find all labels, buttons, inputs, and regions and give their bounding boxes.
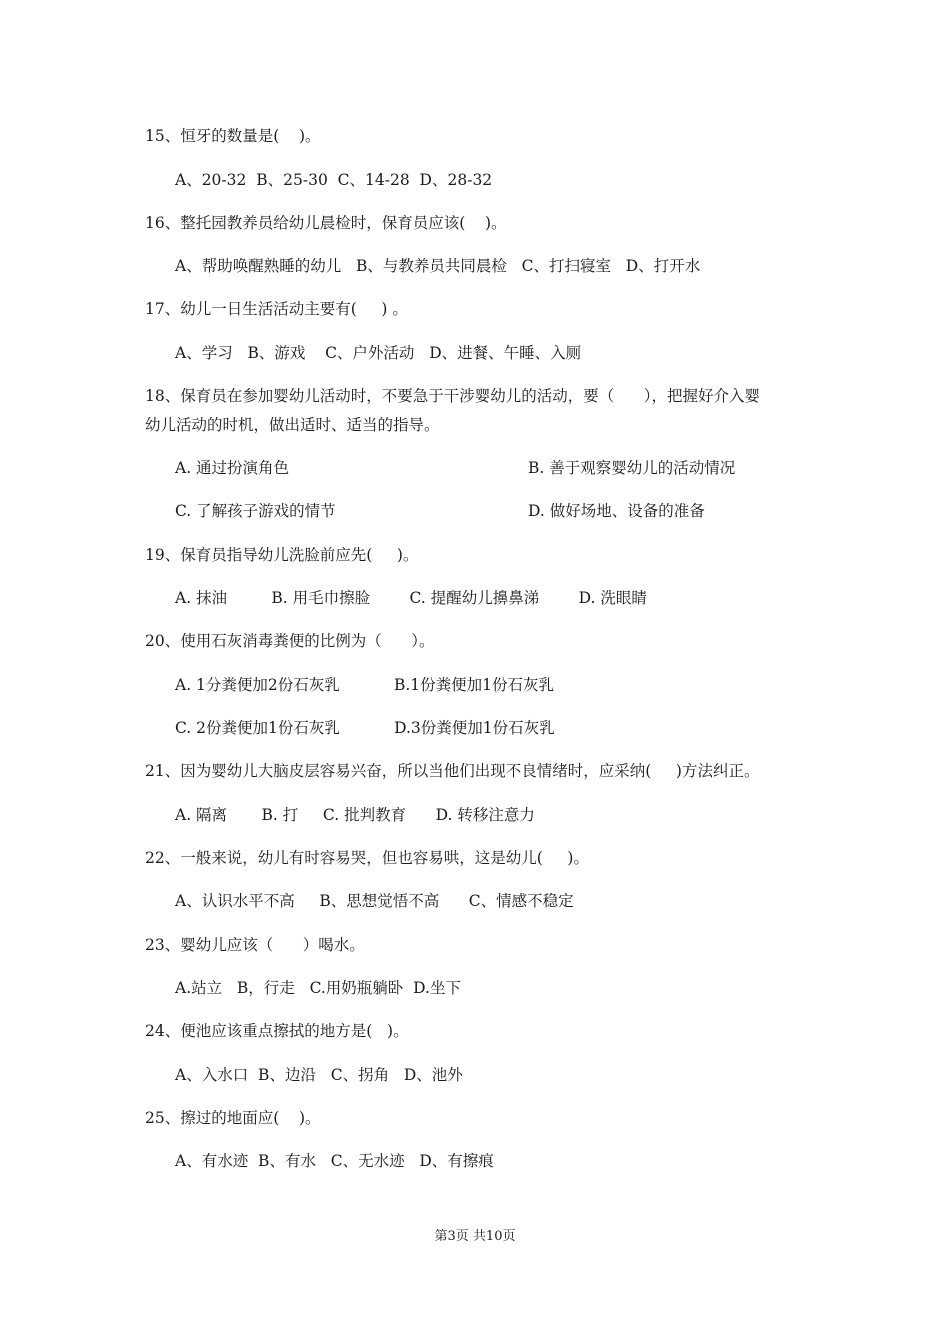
question-25: 25、擦过的地面应( )。 (145, 1109, 321, 1127)
question-20: 20、使用石灰消毒粪便的比例为（ ）。 (145, 632, 435, 650)
question-18-option-d: D. 做好场地、设备的准备 (528, 502, 705, 520)
question-17: 17、幼儿一日生活活动主要有( ) 。 (145, 300, 408, 318)
question-20-options-cd: C. 2份粪便加1份石灰乳 D.3份粪便加1份石灰乳 (175, 719, 555, 737)
question-21-options: A. 隔离 B. 打 C. 批判教育 D. 转移注意力 (175, 806, 535, 824)
question-15: 15、恒牙的数量是( )。 (145, 127, 321, 145)
question-18-option-b: B. 善于观察婴幼儿的活动情况 (528, 459, 736, 477)
question-20-options-ab: A. 1分粪便加2份石灰乳 B.1份粪便加1份石灰乳 (175, 676, 555, 694)
question-23-options: A.站立 B，行走 C.用奶瓶躺卧 D.坐下 (175, 979, 461, 997)
question-18-option-c: C. 了解孩子游戏的情节 (175, 502, 336, 520)
question-17-options: A、学习 B、游戏 C、户外活动 D、进餐、午睡、入厕 (175, 344, 582, 362)
question-18-line1: 18、保育员在参加婴幼儿活动时，不要急于干涉婴幼儿的活动，要（ ），把握好介入婴 (145, 387, 761, 405)
question-18-option-a: A. 通过扮演角色 (175, 459, 290, 477)
question-24-options: A、入水口 B、边沿 C、拐角 D、池外 (175, 1066, 463, 1084)
question-18-line2: 幼儿活动的时机，做出适时、适当的指导。 (145, 416, 440, 434)
question-16-options: A、帮助唤醒熟睡的幼儿 B、与教养员共同晨检 C、打扫寝室 D、打开水 (175, 257, 701, 275)
question-24: 24、便池应该重点擦拭的地方是( )。 (145, 1022, 409, 1040)
question-19: 19、保育员指导幼儿洗脸前应先( )。 (145, 546, 419, 564)
question-23: 23、婴幼儿应该（ ）喝水。 (145, 936, 365, 954)
page-number-footer: 第3页 共10页 (434, 1229, 516, 1244)
question-22: 22、一般来说，幼儿有时容易哭，但也容易哄，这是幼儿( )。 (145, 849, 589, 867)
question-21: 21、因为婴幼儿大脑皮层容易兴奋，所以当他们出现不良情绪时，应采纳( )方法纠正。 (145, 762, 760, 780)
question-25-options: A、有水迹 B、有水 C、无水迹 D、有擦痕 (175, 1152, 494, 1170)
question-22-options: A、认识水平不高 B、思想觉悟不高 C、情感不稳定 (175, 892, 574, 910)
question-16: 16、整托园教养员给幼儿晨检时，保育员应该( )。 (145, 214, 507, 232)
question-15-options: A、20-32 B、25-30 C、14-28 D、28-32 (175, 171, 493, 189)
question-19-options: A. 抹油 B. 用毛巾擦脸 C. 提醒幼儿擤鼻涕 D. 洗眼睛 (175, 589, 647, 607)
